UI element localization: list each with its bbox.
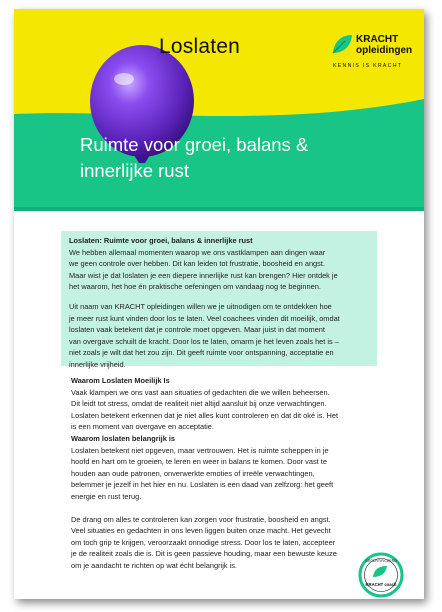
body-line: Veel situaties en gedachten in ons leven liggen buiten onze macht. Het gevecht [71,526,331,536]
certified-coach-badge [358,552,404,598]
page-subtitle: Ruimte voor groei, balans & innerlijke rust [80,134,309,181]
intro-heading: Loslaten: Ruimte voor groei, balans & innerlijke rust [69,236,253,245]
body-line: om toch grip te krijgen, veroorzaakt onnodige stress. Door los te laten, accepteer [71,537,336,547]
logo-line-1: KRACHT [356,34,399,45]
body-line: Loslaten betekent niet opgeven, maar vertrouwen. Het is ruimte scheppen in je [71,445,329,455]
logo-line-2: opleidingen [356,45,413,56]
intro-line: het waarom, het hoe én praktische oefeningen om vandaag nog te beginnen. [69,282,321,292]
body-text [71,375,377,572]
intro-line: je meer rust kunt vinden door los te laten. Veel coachees vinden dit moeilijk, omdat [69,313,340,323]
badge-bottom-text: KRACHT coach [365,582,397,587]
intro-line: we geen controle over hebben. Dit kan leiden tot frustratie, boosheid en angst. [69,259,325,269]
intro-line: loslaten vaak betekent dat je controle moet opgeven. Maar juist in dat moment [69,325,325,335]
intro-line: Maar wist je dat loslaten je een diepere innerlijke rust kan brengen? Hier ontdek je [69,270,338,280]
intro-box [61,231,377,369]
body-line: is een moment van overgave en acceptatie. [71,422,214,432]
intro-line: innerlijke vrijheid. [69,359,126,369]
kracht-logo [330,33,420,77]
intro-line: We hebben allemaal momenten waarop we ons vastklampen aan dingen waar [69,247,326,257]
intro-line: niet zoals je wilt dat het zou zijn. Dit geeft ruimte voor ontspanning, acceptatie en [69,348,334,358]
body-line: belemmer je jezelf in het hier en nu. Loslaten is een daad van zelfzorg: het geeft [71,480,334,490]
body-line: Dit leidt tot stress, omdat de realiteit niet altijd aansluit bij onze verwachtingen. [71,399,327,409]
logo-tagline: KENNIS IS KRACHT [333,63,403,69]
body-line: je de realiteit zoals die is. Dit is geen passieve houding, maar een bewuste keuze [71,549,337,559]
intro-line: van overgave schuilt de kracht. Door los te laten, omarm je het leven zoals het is – [69,336,339,346]
leaf-logo-icon [330,33,354,59]
body-line: hoofd en hart om te groeien, te leren en weer in balans te komen. Door vast te [71,457,327,467]
body-line: De drang om alles te controleren kan zorgen voor frustratie, boosheid en angst. [71,514,331,524]
section-heading: Waarom Loslaten Moeilijk Is [71,376,170,385]
page-title: Loslaten [159,35,240,58]
body-line: energie en rust terug. [71,491,142,501]
intro-line: Uit naam van KRACHT opleidingen willen we je uitnodigen om te ontdekken hoe [69,301,332,311]
document-page [14,9,424,599]
body-line: houden aan oude patronen, onverwerkte emoties of irreële verwachtingen, [71,468,315,478]
hero-banner [14,9,424,211]
body-line: om je aandacht te richten op wat écht belangrijk is. [71,560,237,570]
section-heading: Waarom loslaten belangrijk is [71,433,176,443]
badge-top-text: GECERTIFICEERD [365,559,397,563]
body-line: Loslaten betekent erkennen dat je niet alles kunt controleren en dat dit oké is. Het [71,410,339,420]
body-line: Vaak klampen we ons vast aan situaties of gedachten die we willen beheersen. [71,387,330,397]
